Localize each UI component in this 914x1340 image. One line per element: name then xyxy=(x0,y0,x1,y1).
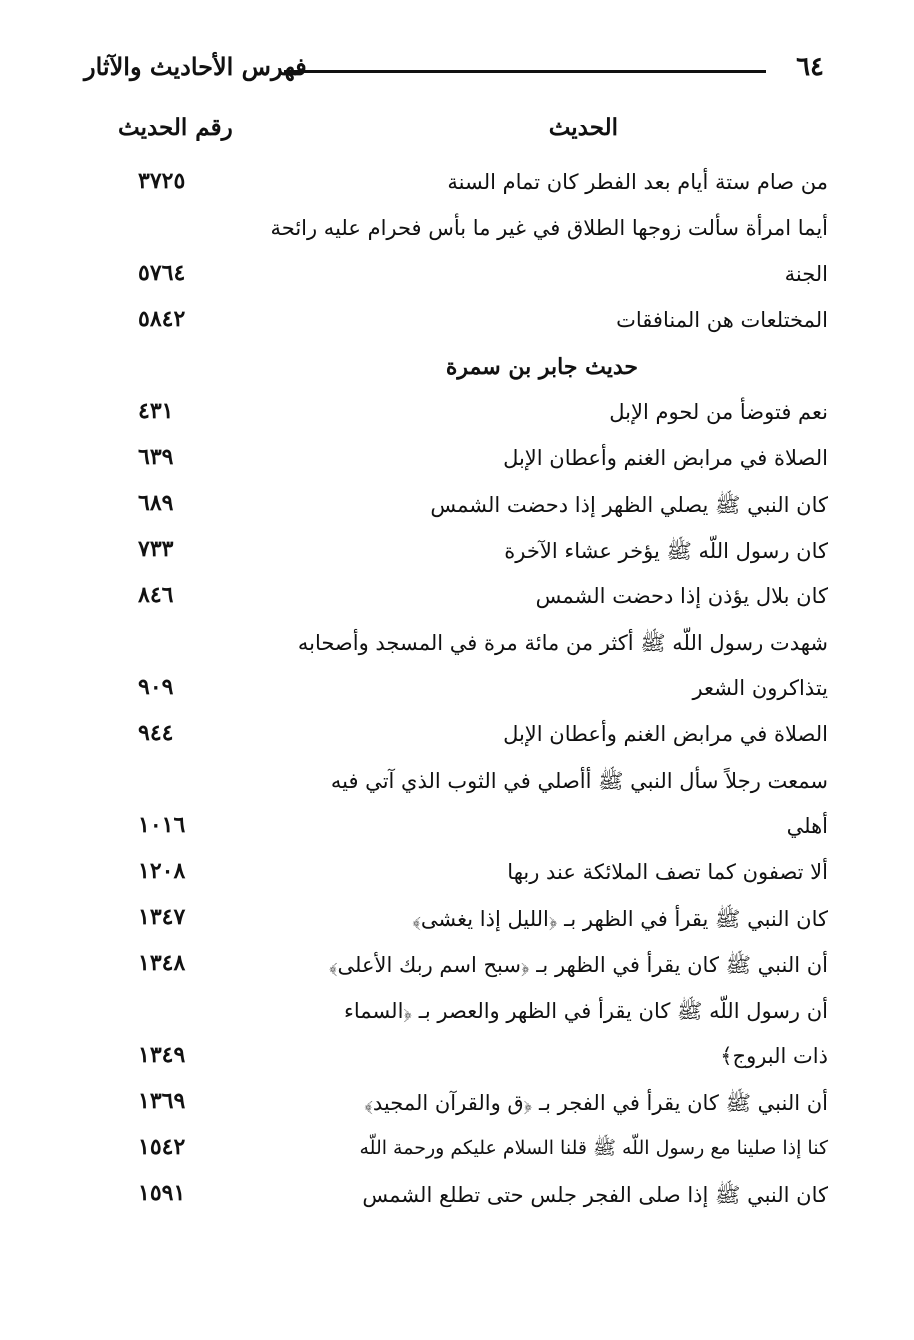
hadith-number: ١٣٤٧ xyxy=(138,904,186,930)
hadith-text: أهلي xyxy=(786,814,828,838)
header-rule xyxy=(284,70,766,73)
hadith-number: ٦٣٩ xyxy=(138,444,174,470)
hadith-number: ١٠١٦ xyxy=(138,812,186,838)
hadith-number: ٤٣١ xyxy=(138,398,174,424)
hadith-text: كان النبي ﷺ إذا صلى الفجر جلس حتى تطلع الشمس xyxy=(362,1183,828,1207)
hadith-text: من صام ستة أيام بعد الفطر كان تمام السنة xyxy=(447,170,828,194)
list-item xyxy=(96,762,828,808)
hadith-text: نعم فتوضأ من لحوم الإبل xyxy=(609,400,828,424)
hadith-text: كان النبي ﷺ يقرأ في الظهر بـ ﴿الليل إذا يغشى﴾ xyxy=(412,907,828,931)
hadith-text: شهدت رسول اللّه ﷺ أكثر من مائة مرة في المسجد وأصحابه xyxy=(297,631,828,655)
page-number: ٦٤ xyxy=(796,52,824,82)
hadith-number: ١٥٩١ xyxy=(138,1180,186,1206)
list-item xyxy=(96,1038,828,1084)
list-item xyxy=(96,210,828,256)
hadith-text: أيما امرأة سألت زوجها الطلاق في غير ما بأس فحرام عليه رائحة xyxy=(270,216,828,240)
hadith-text: كان بلال يؤذن إذا دحضت الشمس xyxy=(535,584,828,608)
page-header xyxy=(84,52,824,92)
list-item xyxy=(96,532,828,578)
list-item xyxy=(96,624,828,670)
hadith-text: أن رسول اللّه ﷺ كان يقرأ في الظهر والعصر بـ ﴿السماء xyxy=(344,999,828,1023)
hadith-text: يتذاكرون الشعر xyxy=(692,676,828,700)
list-item xyxy=(96,808,828,854)
hadith-text: أن النبي ﷺ كان يقرأ في الفجر بـ ﴿ق والقرآن المجيد﴾ xyxy=(364,1091,828,1115)
section-title: حديث جابر بن سمرة xyxy=(445,354,638,380)
list-item xyxy=(96,946,828,992)
hadith-text: ألا تصفون كما تصف الملائكة عند ربها xyxy=(507,860,828,884)
running-title: فهرس الأحاديث والآثار xyxy=(84,52,307,81)
list-item xyxy=(96,302,828,348)
list-item xyxy=(96,578,828,624)
hadith-text: المختلعات هن المنافقات xyxy=(616,308,828,332)
hadith-number: ١٣٦٩ xyxy=(138,1088,186,1114)
list-item xyxy=(96,1130,828,1176)
list-item xyxy=(96,900,828,946)
list-item xyxy=(96,670,828,716)
hadith-text: سمعت رجلاً سأل النبي ﷺ أأصلي في الثوب الذي آتي فيه xyxy=(330,769,828,793)
column-header-number: رقم الحديث xyxy=(118,114,233,141)
list-item xyxy=(96,716,828,762)
column-header-hadith: الحديث xyxy=(548,114,618,141)
list-item xyxy=(96,394,828,440)
hadith-number: ١٢٠٨ xyxy=(138,858,186,884)
hadith-number: ١٣٤٩ xyxy=(138,1042,186,1068)
hadith-text: كنا إذا صلينا مع رسول اللّه ﷺ قلنا السلام عليكم ورحمة اللّه xyxy=(359,1137,828,1159)
list-item xyxy=(96,992,828,1038)
hadith-text: أن النبي ﷺ كان يقرأ في الظهر بـ ﴿سبح اسم ربك الأعلى﴾ xyxy=(328,953,828,977)
hadith-number: ٦٨٩ xyxy=(138,490,174,516)
hadith-text: الصلاة في مرابض الغنم وأعطان الإبل xyxy=(503,722,828,746)
hadith-number: ٣٧٢٥ xyxy=(138,168,186,194)
hadith-number: ٥٧٦٤ xyxy=(138,260,186,286)
hadith-text: كان رسول اللّه ﷺ يؤخر عشاء الآخرة xyxy=(504,539,828,563)
list-item xyxy=(96,164,828,210)
list-item xyxy=(96,1176,828,1222)
hadith-number: ٩٠٩ xyxy=(138,674,174,700)
list-item xyxy=(96,440,828,486)
hadith-number: ٩٤٤ xyxy=(138,720,174,746)
hadith-number: ٧٣٣ xyxy=(138,536,174,562)
list-item xyxy=(96,1084,828,1130)
hadith-text: الجنة xyxy=(784,262,828,286)
hadith-number: ٥٨٤٢ xyxy=(138,306,186,332)
column-headers xyxy=(100,114,828,154)
hadith-text: الصلاة في مرابض الغنم وأعطان الإبل xyxy=(503,446,828,470)
hadith-number: ١٣٤٨ xyxy=(138,950,186,976)
hadith-index-list xyxy=(96,164,828,1222)
list-item xyxy=(96,256,828,302)
hadith-text: كان النبي ﷺ يصلي الظهر إذا دحضت الشمس xyxy=(430,493,828,517)
section-heading xyxy=(96,348,828,394)
list-item xyxy=(96,854,828,900)
hadith-number: ٨٤٦ xyxy=(138,582,174,608)
hadith-number: ١٥٤٢ xyxy=(138,1134,186,1160)
list-item xyxy=(96,486,828,532)
hadith-text: ذات البروج﴾ xyxy=(720,1044,828,1068)
